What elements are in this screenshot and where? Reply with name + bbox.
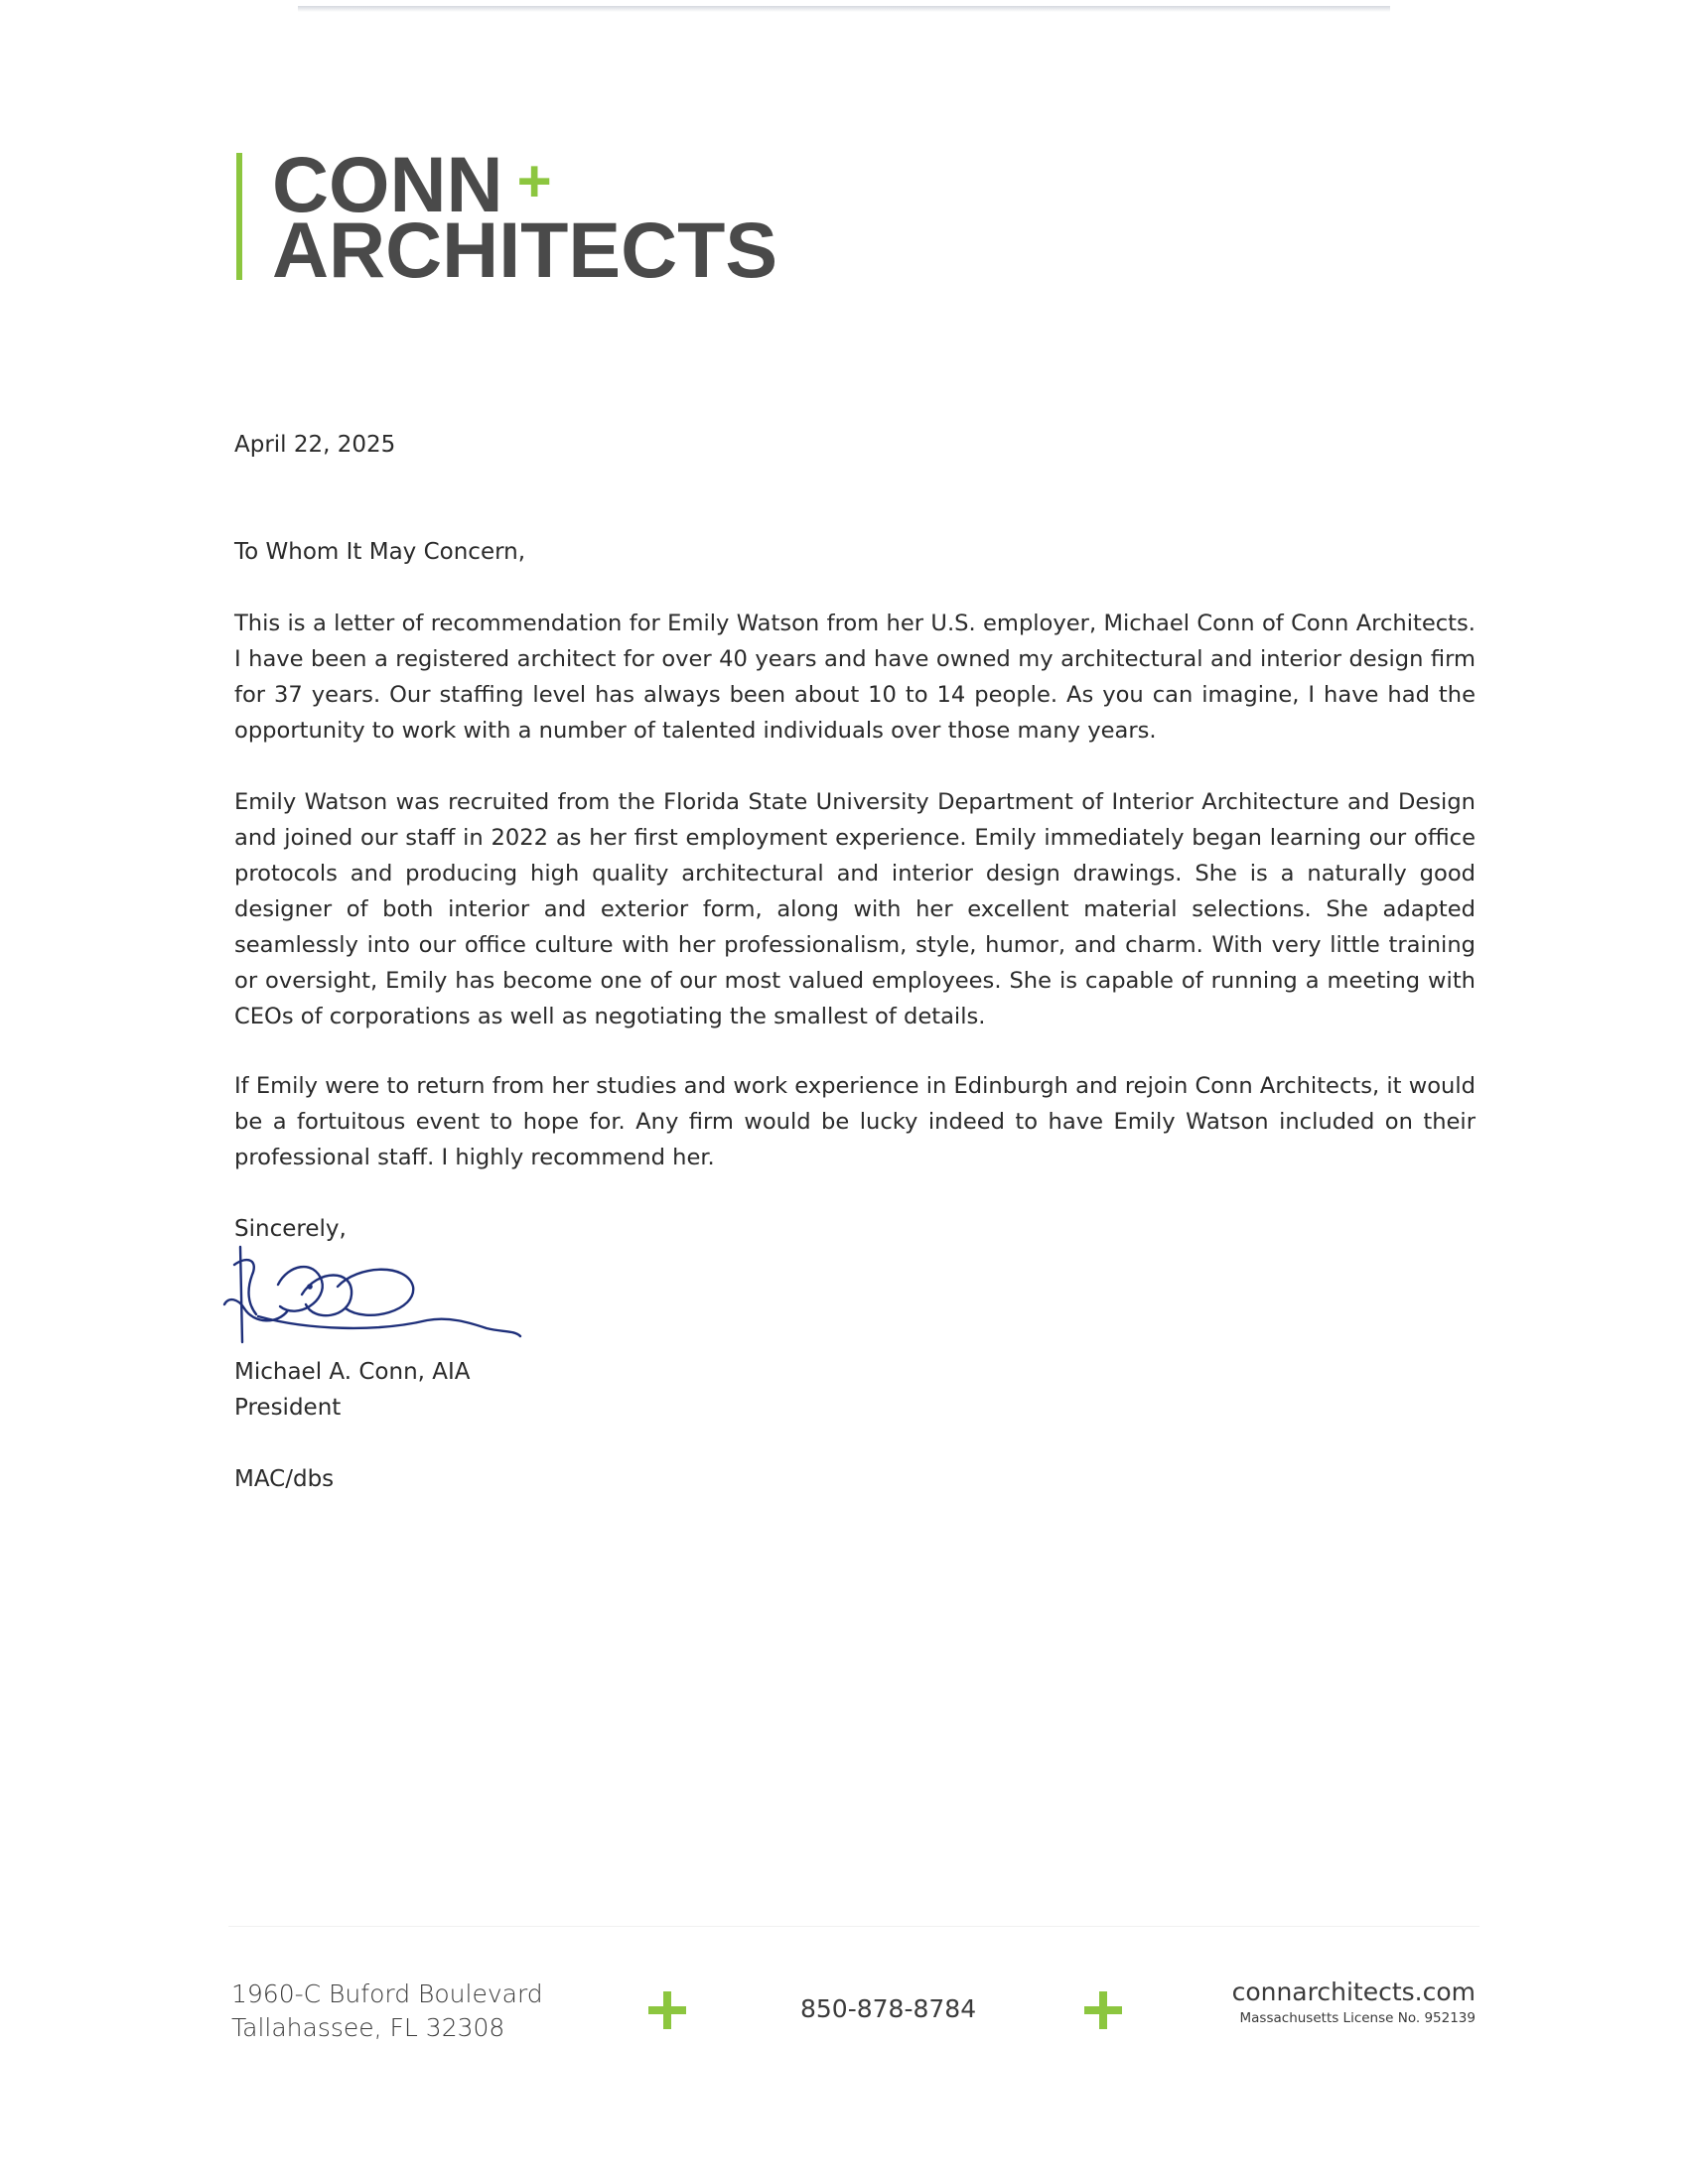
logo-plus-icon: +	[516, 148, 552, 214]
signer-title: President	[234, 1395, 342, 1421]
company-logo	[236, 140, 778, 294]
plus-icon	[648, 1991, 686, 2029]
body-paragraph-2: Emily Watson was recruited from the Florida State University Department of Interior Architecture and Design and joined our staff in 2022 as her first employment experience. Emily immediately began learning our office protocols and producing high quality architectural and interior design drawings. She is a naturally good designer of both interior and exterior form, along with her excellent material selections. She adapted seamlessly into our office culture with her professionalism, style, humor, and charm. With very little training or oversight, Emily has become one of our most valued employees. She is capable of running a meeting with CEOs of corporations as well as negotiating the smallest of details.	[234, 789, 1476, 1029]
body-paragraph-3: If Emily were to return from her studies and work experience in Edinburgh and rejoin Conn Architects, it would be a fortuitous event to hope for. Any firm would be lucky indeed to have Emily Watson included on their professional staff. I highly recommend her.	[234, 1073, 1476, 1170]
letter-date: April 22, 2025	[234, 432, 396, 458]
logo-accent-bar	[236, 153, 242, 280]
scan-edge	[298, 6, 1390, 12]
handwritten-signature	[218, 1235, 556, 1354]
plus-icon	[1084, 1991, 1122, 2029]
body-paragraph-1: This is a letter of recommendation for Emily Watson from her U.S. employer, Michael Conn of Conn Architects. I have been a registered architect for over 40 years and have owned my architectural and interior design firm for 37 years. Our staffing level has always been about 10 to 14 people. As you can imagine, I have had the opportunity to work with a number of talented individuals over those many years.	[234, 611, 1476, 744]
reference-initials: MAC/dbs	[234, 1466, 335, 1492]
address-line-2: Tallahassee, FL 32308	[231, 2013, 505, 2042]
salutation: To Whom It May Concern,	[234, 539, 526, 565]
website-url: connarchitects.com	[1231, 1978, 1476, 2006]
address-line-1: 1960-C Buford Boulevard	[231, 1979, 543, 2008]
logo-word-conn: CONN	[272, 140, 503, 228]
footer-web	[1232, 1978, 1476, 2027]
closing: Sincerely,	[234, 1216, 347, 1242]
footer-address	[231, 1978, 543, 2045]
logo-word-architects: ARCHITECTS	[272, 205, 778, 294]
license-number: Massachusetts License No. 952139	[1239, 2010, 1476, 2026]
footer-divider	[228, 1926, 1479, 1927]
footer-phone: 850-878-8784	[800, 1994, 977, 2023]
signer-name: Michael A. Conn, AIA	[234, 1359, 471, 1385]
